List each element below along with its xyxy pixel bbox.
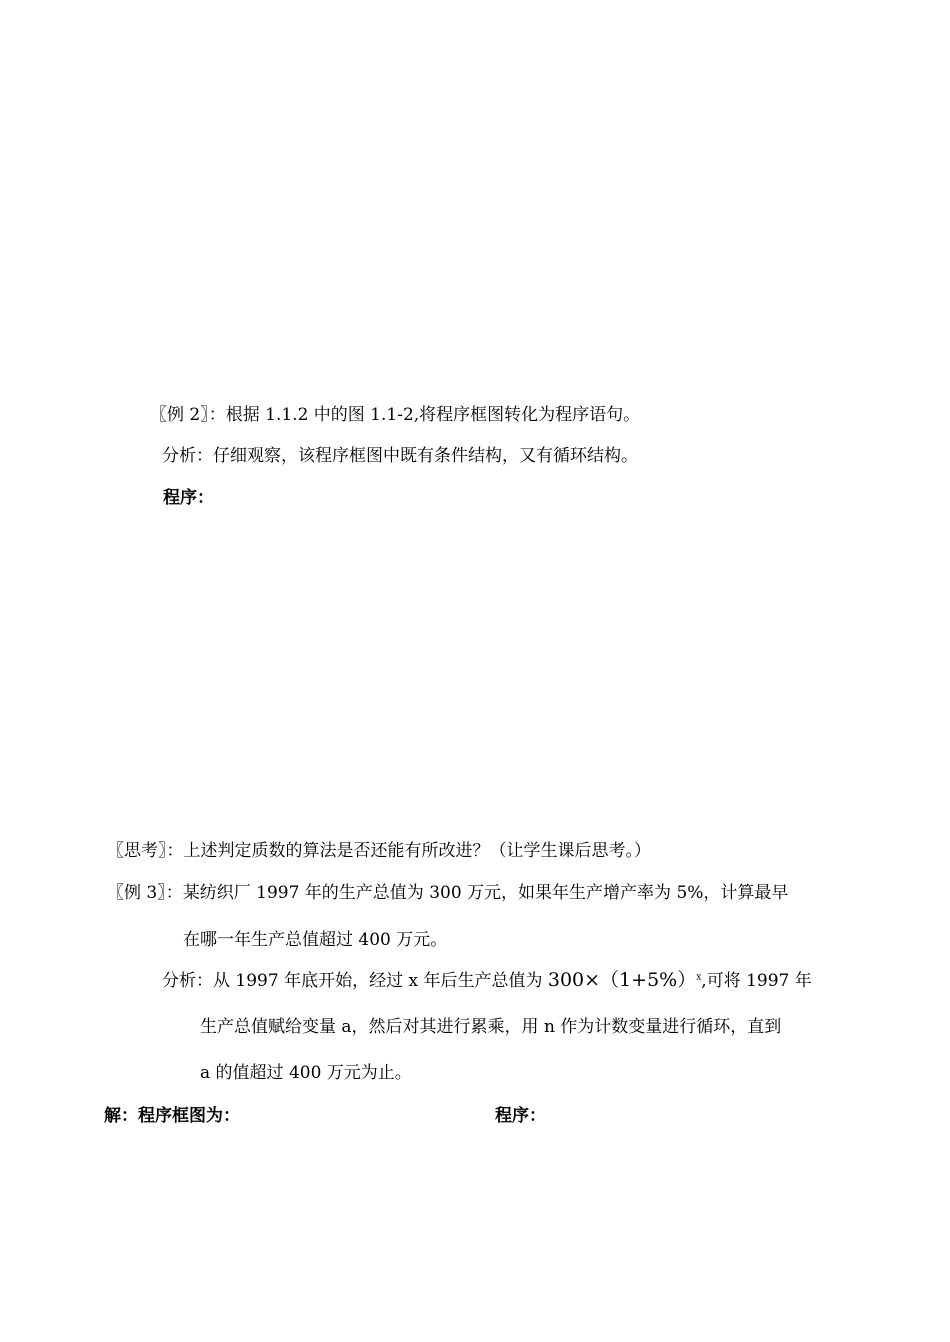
solution-flowchart-label: 解：程序框图为： bbox=[104, 1106, 240, 1126]
example-3-title-line2: 在哪一年生产总值超过 400 万元。 bbox=[183, 930, 448, 950]
analysis-suffix: ,可将 1997 年 bbox=[701, 971, 812, 991]
example-3-program-label: 程序： bbox=[495, 1106, 546, 1126]
example-3-analysis-line1 bbox=[162, 969, 812, 992]
example-3-analysis-line2: 生产总值赋给变量 a，然后对其进行累乘，用 n 作为计数变量进行循环，直到 bbox=[200, 1017, 782, 1037]
example-2-title: 〖例 2〗：根据 1.1.2 中的图 1.1-2,将程序框图转化为程序语句。 bbox=[150, 405, 641, 425]
example-2-program-label: 程序： bbox=[163, 488, 214, 508]
example-3-title-line1: 〖例 3〗：某纺织厂 1997 年的生产总值为 300 万元，如果年生产增产率为 5%，计算最早 bbox=[107, 883, 789, 903]
formula-exponent: x bbox=[696, 972, 702, 983]
analysis-prefix: 分析：从 1997 年底开始，经过 x 年后生产总值为 bbox=[162, 971, 548, 991]
growth-formula: 300×（1+5%） bbox=[547, 969, 697, 991]
example-2-analysis: 分析：仔细观察，该程序框图中既有条件结构，又有循环结构。 bbox=[162, 446, 638, 466]
think-question: 〖思考〗：上述判定质数的算法是否还能有所改进？（让学生课后思考。） bbox=[107, 841, 651, 861]
example-3-analysis-line3: a 的值超过 400 万元为止。 bbox=[200, 1063, 412, 1083]
